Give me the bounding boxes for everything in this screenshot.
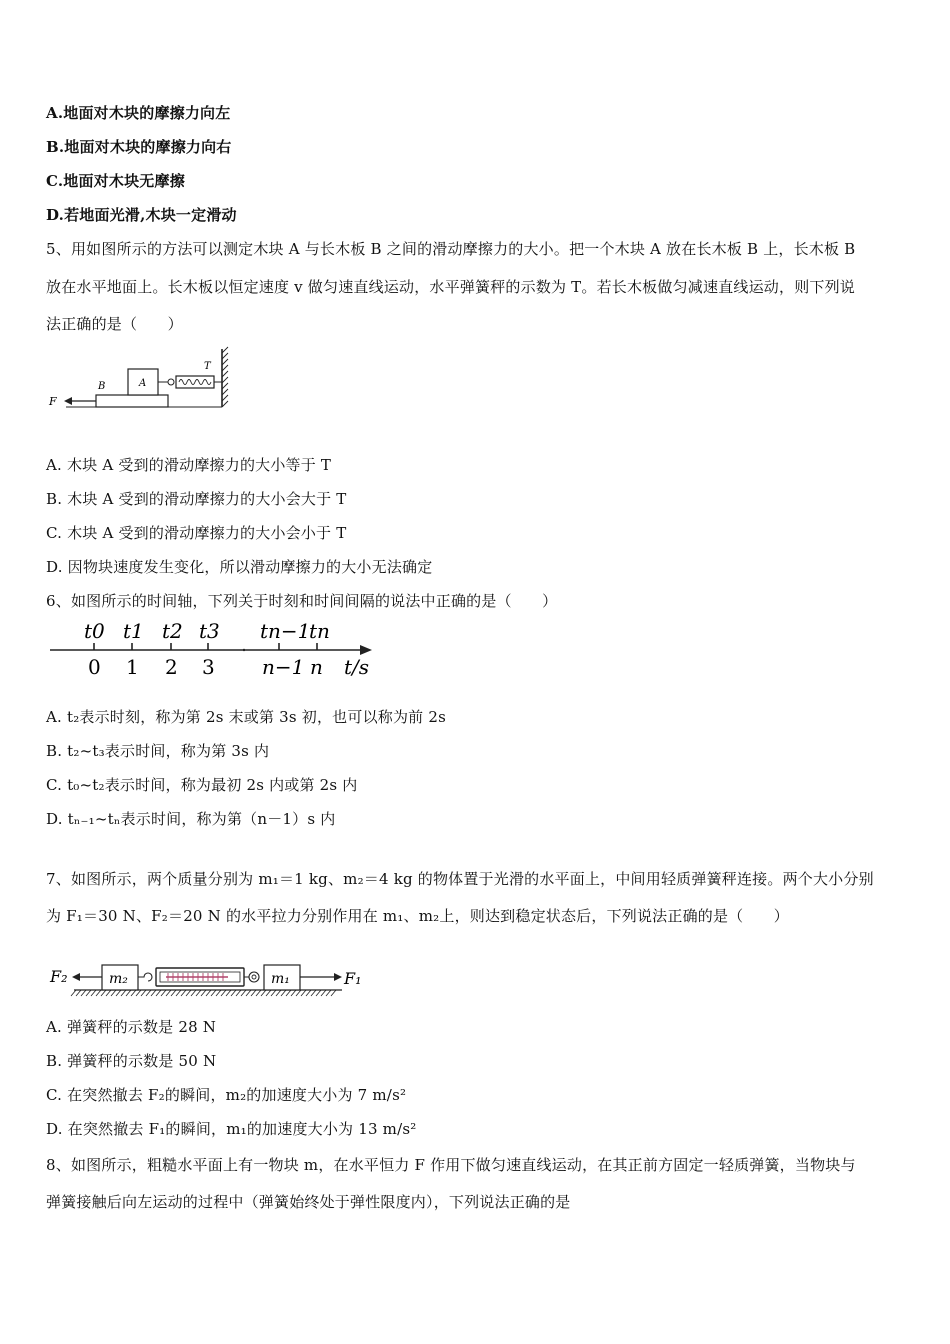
ground-hatch-line <box>186 990 191 996</box>
label-m1: m₁ <box>271 971 290 987</box>
ground-hatch-line <box>196 990 201 996</box>
ground-hatch-line <box>121 990 126 996</box>
ground-hatch-line <box>306 990 311 996</box>
label-f: F <box>49 395 57 408</box>
ground-hatch-line <box>151 990 156 996</box>
q7-option-d: D. 在突然撤去 F₁的瞬间，m₁的加速度大小为 13 m/s² <box>46 1120 417 1138</box>
ground-hatch-line <box>311 990 316 996</box>
tick-top-tn-1: tn−1 <box>260 619 311 643</box>
force-f-arrowhead <box>64 397 72 405</box>
force-f2-arrowhead <box>72 973 80 981</box>
label-f2: F₂ <box>50 967 68 986</box>
ground-hatch-line <box>236 990 241 996</box>
ground-hatch-line <box>116 990 121 996</box>
ground-hatch-line <box>201 990 206 996</box>
ground-hatch-line <box>231 990 236 996</box>
ground-hatch-line <box>126 990 131 996</box>
ground-hatch-line <box>206 990 211 996</box>
axis-unit: t/s <box>344 655 370 679</box>
ground-hatch-line <box>291 990 296 996</box>
board-b <box>96 395 168 407</box>
q6-option-d: D. tₙ₋₁~tₙ表示时间，称为第（n－1）s 内 <box>46 810 336 828</box>
tick-bottom-3: 3 <box>202 655 215 679</box>
q6-option-b: B. t₂~t₃表示时间，称为第 3s 内 <box>46 742 270 760</box>
q6-option-c: C. t₀~t₂表示时间，称为最初 2s 内或第 2s 内 <box>46 776 358 794</box>
ground-hatch-line <box>191 990 196 996</box>
ground-hatch-line <box>106 990 111 996</box>
ground-hatch-line <box>296 990 301 996</box>
q5-stem-line1: 5、用如图所示的方法可以测定木块 A 与长木板 B 之间的滑动摩擦力的大小。把一个木块 A 放在长木板 B 上，长木板 B <box>46 240 856 258</box>
q6-time-axis <box>46 616 386 680</box>
force-f1-arrowhead <box>334 973 342 981</box>
q7-stem-line2: 为 F₁＝30 N、F₂＝20 N 的水平拉力分别作用在 m₁、m₂上，则达到稳定状态后，下列说法正确的是（ ） <box>46 907 789 925</box>
tick-bottom-2: 2 <box>165 655 178 679</box>
ground-hatch-line <box>321 990 326 996</box>
ground-hatch-line <box>176 990 181 996</box>
q4-option-b: B.地面对木块的摩擦力向右 <box>46 138 232 156</box>
ground-hatch-line <box>281 990 286 996</box>
ground-hatch-line <box>181 990 186 996</box>
ground-hatch-line <box>226 990 231 996</box>
ground-hatch-line <box>81 990 86 996</box>
ground-hatch-line <box>216 990 221 996</box>
tick-bottom-n: n <box>310 655 323 679</box>
ground-hatch-line <box>266 990 271 996</box>
label-f1: F₁ <box>344 969 362 988</box>
ground-hatch-line <box>156 990 161 996</box>
q7-figure <box>46 958 366 1000</box>
tick-top-tn: tn <box>309 619 330 643</box>
ground-hatch-line <box>111 990 116 996</box>
ground-hatch-line <box>246 990 251 996</box>
ground-hatch-line <box>146 990 151 996</box>
ground-hatch-line <box>316 990 321 996</box>
q5-figure <box>46 345 236 415</box>
q7-option-c: C. 在突然撤去 F₂的瞬间，m₂的加速度大小为 7 m/s² <box>46 1086 407 1104</box>
q8-stem-line1: 8、如图所示，粗糙水平面上有一物块 m，在水平恒力 F 作用下做匀速直线运动，在其正前方固定一轻质弹簧，当物块与 <box>46 1156 856 1174</box>
q5-option-c: C. 木块 A 受到的滑动摩擦力的大小会小于 T <box>46 524 347 542</box>
ground-hatch-line <box>171 990 176 996</box>
ground-hatch-line <box>326 990 331 996</box>
ground-hatch-line <box>256 990 261 996</box>
q6-option-a: A. t₂表示时刻，称为第 2s 末或第 3s 初，也可以称为前 2s <box>46 708 446 726</box>
ground-hatch-line <box>96 990 101 996</box>
ground-hatch-line <box>331 990 336 996</box>
q7-option-a: A. 弹簧秤的示数是 28 N <box>46 1018 217 1036</box>
q5-option-d: D. 因物块速度发生变化，所以滑动摩擦力的大小无法确定 <box>46 558 433 576</box>
tick-bottom-0: 0 <box>88 655 101 679</box>
q5-option-a: A. 木块 A 受到的滑动摩擦力的大小等于 T <box>46 456 332 474</box>
q4-option-a: A.地面对木块的摩擦力向左 <box>46 104 231 122</box>
ground-hatch-line <box>101 990 106 996</box>
label-t: T <box>204 361 211 372</box>
ground-hatch-line <box>276 990 281 996</box>
q5-stem-line3: 法正确的是（ ） <box>46 315 183 333</box>
label-b: B <box>98 381 106 392</box>
ground-hatch-line <box>211 990 216 996</box>
label-a: A <box>139 378 147 389</box>
tick-top-t2: t2 <box>162 619 183 643</box>
tick-top-t3: t3 <box>199 619 220 643</box>
q8-stem-line2: 弹簧接触后向左运动的过程中（弹簧始终处于弹性限度内），下列说法正确的是 <box>46 1193 571 1211</box>
tick-top-t0: t0 <box>84 619 105 643</box>
ground-hatch-line <box>241 990 246 996</box>
tick-bottom-n-1: n−1 <box>262 655 305 679</box>
tick-bottom-1: 1 <box>126 655 139 679</box>
ground-hatch-line <box>301 990 306 996</box>
q5-stem-line2: 放在水平地面上。长木板以恒定速度 v 做匀速直线运动，水平弹簧秤的示数为 T。若长木板做匀减速直线运动，则下列说 <box>46 278 855 296</box>
ground-hatch-line <box>286 990 291 996</box>
ground-hatch-line <box>136 990 141 996</box>
ground-hatch-line <box>261 990 266 996</box>
ground-hatch-line <box>166 990 171 996</box>
ground-hatch-line <box>161 990 166 996</box>
ground-hatch-line <box>271 990 276 996</box>
ground-hatch-line <box>251 990 256 996</box>
ground-hatch-line <box>221 990 226 996</box>
ground-hatch-line <box>71 990 76 996</box>
ground-hatch-line <box>131 990 136 996</box>
q7-stem-line1: 7、如图所示，两个质量分别为 m₁＝1 kg、m₂＝4 kg 的物体置于光滑的水平面上，中间用轻质弹簧秤连接。两个大小分别 <box>46 870 874 888</box>
ground-hatch-line <box>86 990 91 996</box>
q4-option-c: C.地面对木块无摩擦 <box>46 172 185 190</box>
ground-hatch-line <box>141 990 146 996</box>
q5-option-b: B. 木块 A 受到的滑动摩擦力的大小会大于 T <box>46 490 347 508</box>
q4-option-d: D.若地面光滑,木块一定滑动 <box>46 206 237 224</box>
q6-stem: 6、如图所示的时间轴，下列关于时刻和时间间隔的说法中正确的是（ ） <box>46 592 558 610</box>
tick-top-t1: t1 <box>123 619 144 643</box>
q7-option-b: B. 弹簧秤的示数是 50 N <box>46 1052 217 1070</box>
ground-hatch-line <box>91 990 96 996</box>
axis-arrowhead <box>360 645 372 655</box>
label-m2: m₂ <box>109 971 128 987</box>
ground-hatch-line <box>76 990 81 996</box>
